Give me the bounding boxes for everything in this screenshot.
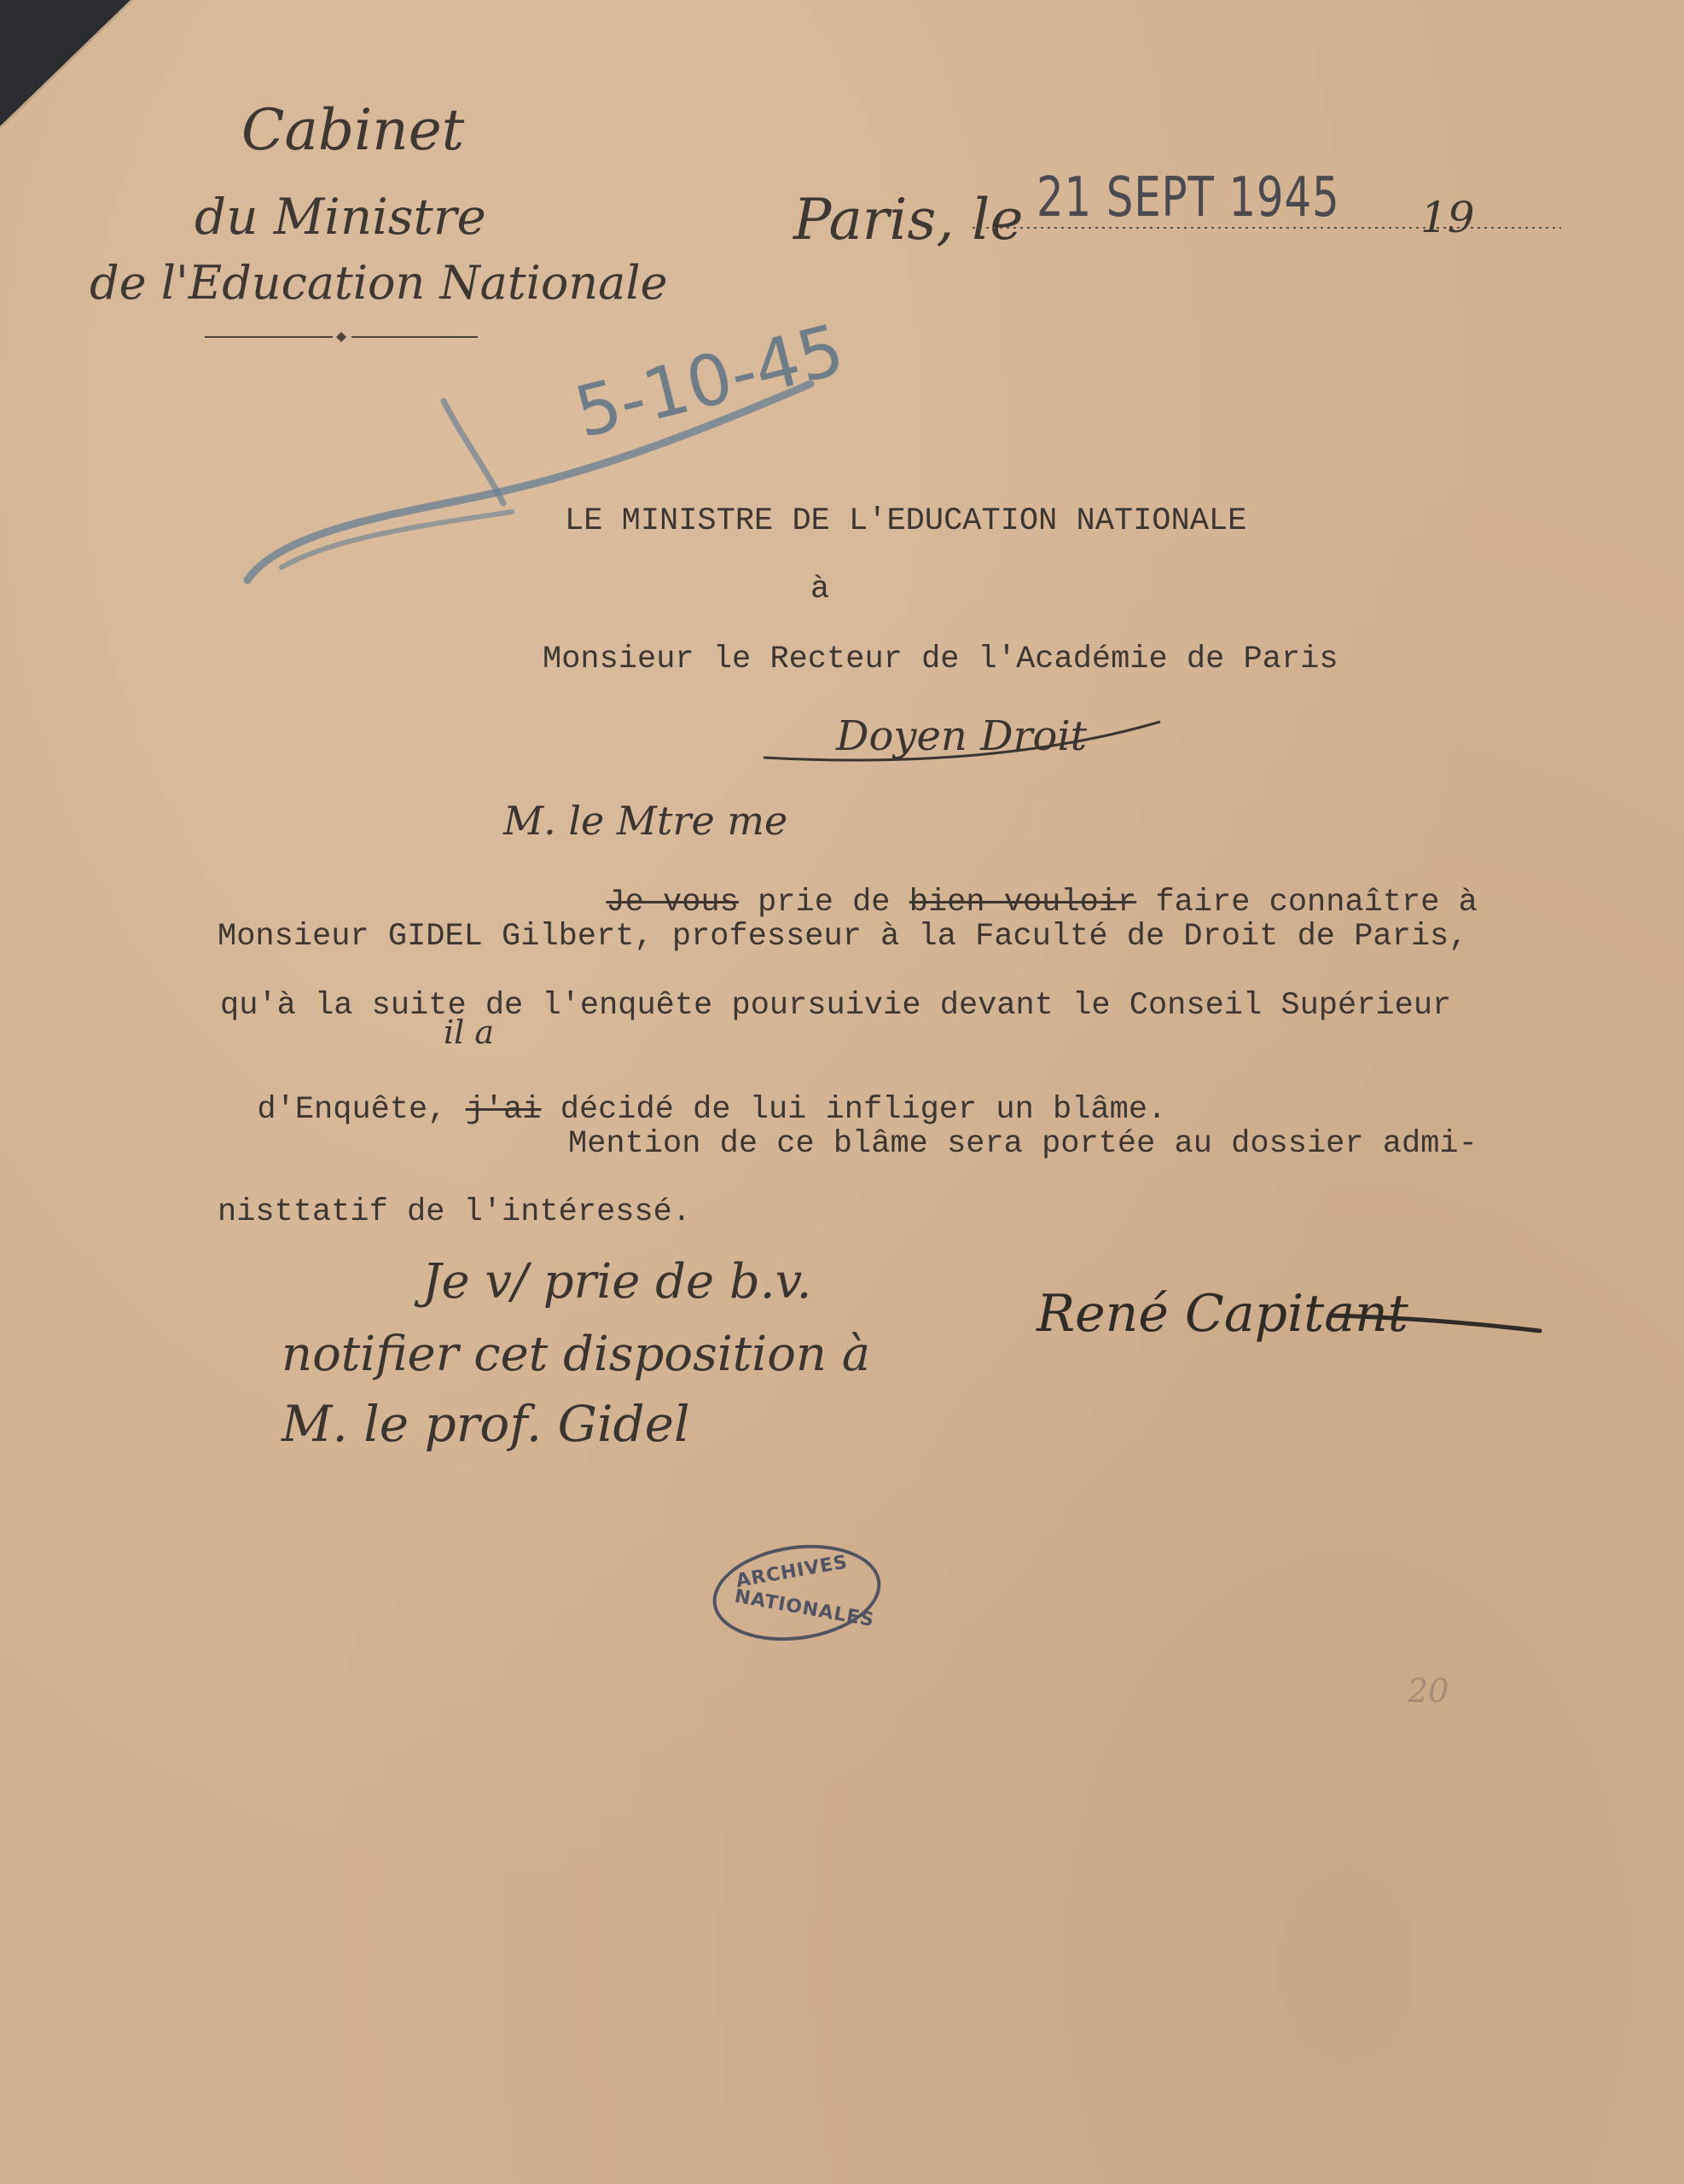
- torn-corner: [0, 0, 136, 136]
- body-line-2: Monsieur GIDEL Gilbert, professeur à la Faculté de Droit de Paris,: [218, 919, 1468, 955]
- body-decide-blame: décidé de lui infliger un blâme.: [560, 1092, 1167, 1128]
- body-p2-line-2: nisttatif de l'intéressé.: [218, 1194, 692, 1230]
- address-a: à: [810, 572, 830, 607]
- struck-jai: j'ai: [465, 1092, 542, 1128]
- body-line-3: qu'à la suite de l'enquête poursuivie devant le Conseil Supérieur: [220, 988, 1452, 1024]
- handwritten-note-line-1: Je v/ prie de b.v.: [422, 1254, 812, 1310]
- blue-pencil-scribble: [230, 367, 830, 607]
- handwritten-insert-mtre: M. le Mtre me: [503, 798, 788, 844]
- signature: René Capitant: [1037, 1284, 1408, 1344]
- blue-pencil-date-note: 5-10-45: [567, 309, 852, 455]
- struck-je-vous: Je vous: [606, 885, 739, 921]
- sender-heading: LE MINISTRE DE L'EDUCATION NATIONALE: [565, 503, 1247, 539]
- recipient-line: Monsieur le Recteur de l'Académie de Paris: [543, 642, 1338, 677]
- body-p2-line-1: Mention de ce blâme sera portée au dossier admi-: [568, 1126, 1478, 1162]
- body-faire-connaitre: faire connaître à: [1155, 885, 1478, 921]
- handwritten-note-line-2: notifier cet disposition à: [282, 1327, 871, 1382]
- handwritten-il-a: il a: [444, 1014, 495, 1051]
- date-stamp: 21 SEPT 1945: [1037, 166, 1340, 229]
- body-prie-de: prie de: [758, 885, 891, 921]
- struck-bien-vouloir: bien vouloir: [909, 885, 1137, 921]
- handwritten-doyen-droit: Doyen Droit: [836, 712, 1088, 760]
- dateline-prefix: Paris, le: [793, 187, 1024, 253]
- body-denquete: d'Enquête,: [257, 1092, 447, 1128]
- pencil-page-number: 20: [1408, 1672, 1449, 1710]
- letterhead-cabinet: Cabinet: [241, 97, 465, 163]
- letterhead-rule: [205, 328, 478, 346]
- signature-flourish: [1331, 1305, 1544, 1339]
- letterhead-education-nationale: de l'Education Nationale: [90, 256, 668, 310]
- letterhead-ministre: du Ministre: [195, 188, 486, 246]
- handwritten-note-line-3: M. le prof. Gidel: [282, 1395, 690, 1453]
- body-line-1: [568, 849, 1478, 921]
- body-line-4: [219, 1056, 1166, 1128]
- dateline-suffix: 19: [1420, 193, 1475, 242]
- stamp-nationales: NATIONALES: [733, 1585, 876, 1632]
- doyen-underline: [759, 715, 1169, 766]
- stamp-archives: ARCHIVES: [734, 1551, 850, 1593]
